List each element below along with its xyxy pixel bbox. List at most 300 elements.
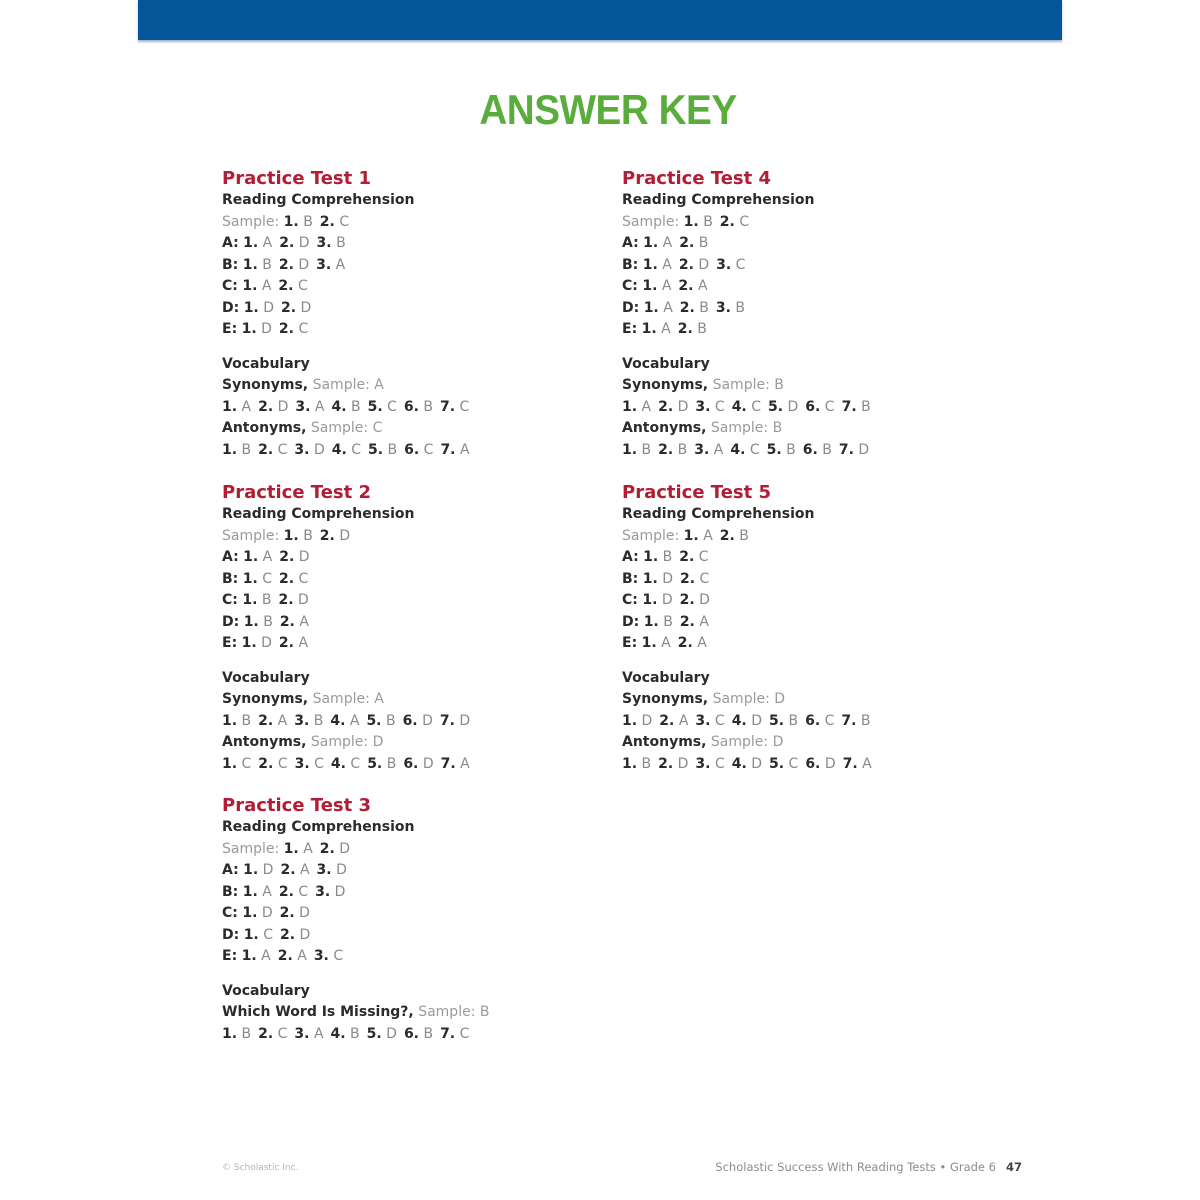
part-label: D: — [222, 926, 240, 943]
vocabulary-label: Vocabulary — [222, 355, 310, 372]
answer-number: 1. — [243, 549, 259, 565]
answer-number: 3. — [695, 755, 711, 772]
answer-number: 2. — [278, 635, 294, 651]
answer-letter: A — [661, 278, 672, 294]
answer-letter: A — [713, 441, 724, 458]
answer-number: 2. — [678, 256, 694, 273]
page-title: ANSWER KEY — [479, 86, 737, 133]
part-row — [222, 946, 489, 968]
answer-letter: B — [423, 1025, 434, 1042]
vocab-sample: Sample: D — [712, 691, 786, 707]
answer-letter: B — [350, 1025, 360, 1042]
answer-letter: B — [662, 549, 673, 565]
part-label: A: — [622, 549, 639, 565]
vocab-group-name: Which Word Is Missing?, — [222, 1004, 414, 1020]
answer-number: 3. — [316, 862, 332, 878]
answer-letter: D — [299, 905, 310, 921]
answer-letter: C — [297, 278, 308, 294]
part-label: C: — [622, 592, 638, 608]
answer-number: 1. — [242, 570, 258, 587]
answer-number: 5. — [367, 755, 383, 772]
answer-letter: A — [241, 398, 252, 415]
test-section — [222, 168, 477, 461]
vocab-group-name: Synonyms, — [622, 377, 709, 393]
part-label: C: — [222, 592, 238, 608]
part-label: D: — [222, 613, 240, 630]
answer-letter: D — [824, 755, 836, 772]
vocab-answers — [622, 754, 879, 776]
answer-number: 2. — [679, 613, 695, 630]
answer-number: 1. — [683, 213, 699, 230]
answer-number: 7. — [841, 398, 857, 415]
answer-number: 1. — [642, 570, 658, 587]
part-label: E: — [622, 321, 638, 337]
answer-number: 4. — [330, 755, 346, 772]
answer-number: 2. — [319, 527, 335, 544]
answer-number: 1. — [242, 256, 258, 273]
part-row — [222, 925, 489, 947]
part-row — [222, 903, 489, 925]
answer-number: 5. — [767, 398, 784, 415]
answer-number: 3. — [715, 299, 731, 316]
answer-number: 4. — [330, 712, 346, 729]
answer-number: 7. — [439, 712, 455, 729]
answer-number: 2. — [658, 441, 674, 458]
answer-number: 7. — [838, 441, 854, 458]
vocab-answers — [622, 440, 878, 462]
answer-letter: A — [261, 278, 272, 294]
part-row — [222, 590, 477, 612]
vocab-answers — [622, 711, 879, 733]
answer-number: 1. — [283, 213, 299, 230]
reading-label: Reading Comprehension — [222, 506, 415, 522]
part-row — [222, 569, 477, 591]
answer-number: 5. — [366, 1025, 382, 1042]
answer-number: 2. — [278, 883, 294, 900]
vocab-group-name: Synonyms, — [622, 691, 709, 707]
part-label: D: — [622, 613, 640, 630]
answer-number: 3. — [695, 712, 711, 729]
answer-letter: B — [336, 235, 346, 251]
vocab-sample: Sample: A — [312, 377, 384, 393]
answer-letter: A — [459, 441, 470, 458]
answer-letter: D — [751, 755, 763, 772]
vocab-group-heading — [222, 689, 477, 711]
answer-letter: D — [299, 926, 311, 943]
part-row — [622, 233, 878, 255]
answer-number: 5. — [768, 712, 785, 729]
answer-number: 2. — [277, 948, 293, 964]
vocab-sample: Sample: B — [418, 1004, 490, 1020]
part-label: D: — [622, 299, 640, 316]
answer-letter: C — [351, 441, 362, 458]
answer-number: 2. — [719, 527, 735, 544]
part-label: A: — [622, 235, 639, 251]
sample-label: Sample: — [622, 213, 680, 230]
sample-label: Sample: — [222, 527, 280, 544]
answer-number: 2. — [658, 755, 674, 772]
answer-letter: D — [698, 256, 710, 273]
test-heading: Practice Test 3 — [222, 795, 372, 816]
part-label: E: — [222, 321, 238, 337]
answer-letter: D — [261, 905, 273, 921]
answer-letter: B — [786, 441, 796, 458]
answer-letter: B — [699, 299, 709, 316]
answer-letter: A — [313, 1025, 324, 1042]
vocab-sample: Sample: B — [710, 420, 783, 436]
vocab-group-heading — [622, 732, 879, 754]
vocab-answers — [222, 1024, 489, 1046]
answer-number: 4. — [731, 755, 747, 772]
answer-number: 7. — [440, 441, 456, 458]
vocab-group-name: Synonyms, — [222, 691, 309, 707]
answer-number: 3. — [316, 256, 332, 273]
answer-number: 1. — [642, 256, 658, 273]
part-label: B: — [222, 256, 239, 273]
answer-letter: B — [262, 256, 272, 273]
answer-number: 2. — [279, 549, 295, 565]
part-row — [222, 612, 477, 634]
answer-number: 1. — [242, 905, 258, 921]
sample-line — [622, 526, 879, 548]
answer-letter: C — [714, 712, 725, 729]
answer-number: 1. — [643, 549, 659, 565]
answer-number: 2. — [279, 613, 295, 630]
answer-letter: D — [677, 398, 689, 415]
answer-letter: B — [351, 398, 361, 415]
reading-label: Reading Comprehension — [222, 819, 415, 835]
answer-letter: D — [662, 570, 674, 587]
sample-line — [222, 839, 489, 861]
answer-letter: D — [298, 549, 310, 565]
answer-letter: C — [751, 398, 761, 415]
answer-number: 7. — [440, 755, 456, 772]
part-row — [622, 276, 878, 298]
part-row — [622, 298, 878, 320]
answer-letter: B — [861, 398, 871, 415]
answer-letter: A — [298, 635, 309, 651]
answer-letter: D — [298, 235, 310, 251]
answer-letter: C — [277, 441, 288, 458]
copyright: © Scholastic Inc. — [222, 1163, 299, 1173]
answer-letter: C — [459, 1025, 470, 1042]
answer-number: 2. — [278, 256, 294, 273]
answer-letter: B — [423, 398, 434, 415]
answer-number: 1. — [241, 948, 257, 964]
answer-number: 6. — [403, 755, 419, 772]
part-row — [622, 255, 878, 277]
answer-number: 2. — [659, 712, 675, 729]
answer-letter: A — [662, 235, 673, 251]
test-section — [222, 482, 477, 775]
answer-number: 2. — [680, 570, 696, 587]
answer-letter: C — [788, 755, 799, 772]
answer-number: 7. — [440, 398, 456, 415]
answer-letter: A — [661, 321, 671, 337]
answer-letter: A — [697, 278, 708, 294]
answer-letter: B — [697, 321, 707, 337]
answer-number: 1. — [643, 613, 659, 630]
answer-number: 2. — [658, 398, 674, 415]
answer-letter: C — [714, 398, 725, 415]
answer-letter: A — [697, 635, 707, 651]
answer-letter: B — [385, 712, 396, 729]
vocabulary-label: Vocabulary — [222, 982, 310, 999]
sample-label: Sample: — [222, 213, 280, 230]
answer-letter: D — [641, 712, 653, 729]
answer-number: 7. — [842, 755, 858, 772]
answer-number: 5. — [766, 441, 782, 458]
part-label: B: — [622, 570, 639, 587]
test-section — [622, 482, 879, 775]
answer-letter: A — [460, 755, 470, 772]
answer-number: 4. — [331, 398, 347, 415]
answer-number: 1. — [283, 840, 299, 857]
answer-number: 2. — [279, 905, 295, 921]
test-section — [222, 795, 489, 1045]
answer-letter: C — [698, 549, 709, 565]
answer-letter: D — [661, 592, 673, 608]
part-row — [622, 319, 878, 341]
test-section — [622, 168, 878, 461]
answer-number: 2. — [679, 235, 695, 251]
answer-number: 3. — [294, 441, 310, 458]
page-number: 47 — [1005, 1160, 1022, 1174]
vocab-answers — [222, 440, 477, 462]
answer-letter: C — [739, 213, 750, 230]
answer-number: 4. — [330, 1025, 346, 1042]
answer-letter: A — [349, 712, 360, 729]
answer-number: 4. — [331, 441, 347, 458]
part-row — [222, 633, 477, 655]
part-row — [222, 882, 489, 904]
answer-number: 2. — [677, 321, 693, 337]
part-row — [222, 298, 477, 320]
answer-number: 1. — [222, 398, 238, 415]
answer-number: 1. — [641, 321, 657, 337]
reading-label: Reading Comprehension — [622, 192, 815, 208]
answer-number: 1. — [222, 441, 238, 458]
vocab-group-name: Antonyms, — [622, 734, 707, 750]
book-title: Scholastic Success With Reading Tests • Grade 6 — [715, 1160, 996, 1174]
vocab-group-name: Antonyms, — [222, 420, 307, 436]
answer-letter: A — [862, 755, 872, 772]
answer-number: 3. — [716, 256, 732, 273]
answer-letter: B — [703, 213, 713, 230]
test-heading: Practice Test 4 — [622, 168, 772, 189]
answer-letter: D — [339, 527, 351, 544]
answer-letter: B — [698, 235, 709, 251]
answer-letter: D — [297, 592, 309, 608]
answer-letter: D — [313, 441, 325, 458]
answer-letter: A — [335, 256, 346, 273]
answer-letter: C — [459, 398, 470, 415]
answer-letter: C — [387, 398, 397, 415]
vocab-group-heading — [622, 418, 878, 440]
vocab-sample: Sample: B — [712, 377, 784, 393]
part-row — [222, 276, 477, 298]
vocab-group-heading — [222, 1002, 489, 1024]
answer-number: 5. — [367, 398, 383, 415]
answer-number: 3. — [294, 712, 310, 729]
answer-letter: A — [703, 527, 713, 544]
answer-letter: A — [299, 862, 310, 878]
answer-letter: A — [299, 613, 309, 630]
answer-letter: B — [303, 527, 313, 544]
part-label: E: — [222, 635, 238, 651]
vocab-group-heading — [222, 732, 477, 754]
header-bar — [138, 0, 1062, 40]
vocab-group-heading — [622, 375, 878, 397]
answer-letter: A — [277, 712, 288, 729]
vocabulary-label: Vocabulary — [622, 669, 710, 686]
reading-label: Reading Comprehension — [222, 192, 415, 208]
sample-line — [222, 526, 477, 548]
part-row — [222, 860, 489, 882]
answer-number: 2. — [278, 592, 294, 608]
answer-number: 2. — [258, 1025, 274, 1042]
answer-letter: D — [263, 299, 274, 316]
answer-letter: C — [298, 570, 309, 587]
answer-number: 3. — [294, 1025, 310, 1042]
vocabulary-label: Vocabulary — [222, 669, 310, 686]
answer-number: 5. — [769, 755, 785, 772]
answer-number: 1. — [642, 592, 658, 608]
sample-line — [222, 212, 477, 234]
part-row — [622, 569, 879, 591]
answer-number: 3. — [694, 441, 710, 458]
answer-number: 3. — [315, 883, 331, 900]
answer-number: 1. — [642, 278, 658, 294]
answer-letter: A — [262, 235, 273, 251]
answer-letter: B — [788, 712, 799, 729]
part-label: B: — [222, 570, 239, 587]
answer-number: 1. — [241, 321, 257, 337]
vocab-group-name: Antonyms, — [622, 420, 707, 436]
answer-letter: B — [822, 441, 832, 458]
part-label: D: — [222, 299, 240, 316]
answer-number: 1. — [242, 883, 258, 900]
answer-letter: A — [262, 549, 273, 565]
answer-number: 4. — [731, 398, 747, 415]
answer-letter: D — [858, 441, 870, 458]
answer-letter: D — [262, 862, 274, 878]
answer-letter: C — [824, 398, 835, 415]
answer-number: 2. — [719, 213, 735, 230]
answer-number: 1. — [622, 712, 638, 729]
vocab-answers — [222, 397, 477, 419]
part-label: C: — [222, 278, 238, 294]
answer-letter: C — [298, 883, 309, 900]
answer-number: 2. — [278, 321, 294, 337]
answer-letter: C — [350, 755, 361, 772]
answer-letter: B — [860, 712, 871, 729]
answer-number: 2. — [258, 398, 274, 415]
answer-number: 3. — [316, 235, 332, 251]
vocab-group-name: Antonyms, — [222, 734, 307, 750]
answer-number: 6. — [805, 712, 821, 729]
answer-number: 2. — [679, 299, 695, 316]
answer-letter: D — [699, 592, 710, 608]
answer-number: 1. — [683, 527, 699, 544]
answer-number: 1. — [643, 299, 659, 316]
answer-letter: D — [336, 862, 347, 878]
answer-letter: A — [262, 883, 272, 900]
vocabulary-label: Vocabulary — [622, 355, 710, 372]
answer-number: 2. — [279, 235, 295, 251]
answer-letter: A — [678, 712, 689, 729]
answer-letter: B — [313, 712, 324, 729]
answer-letter: C — [277, 1025, 288, 1042]
answer-number: 2. — [280, 862, 296, 878]
answer-number: 1. — [283, 527, 299, 544]
answer-number: 7. — [440, 1025, 456, 1042]
part-label: A: — [222, 862, 239, 878]
answer-number: 1. — [242, 592, 258, 608]
answer-letter: C — [298, 321, 309, 337]
spacer — [222, 655, 477, 668]
answer-letter: B — [241, 441, 252, 458]
answer-number: 2. — [319, 213, 335, 230]
answer-letter: D — [422, 755, 434, 772]
answer-letter: D — [298, 256, 310, 273]
part-row — [222, 233, 477, 255]
spacer — [622, 341, 878, 354]
vocab-sample: Sample: D — [310, 734, 384, 750]
answer-letter: D — [277, 398, 289, 415]
answer-letter: A — [661, 635, 671, 651]
answer-letter: B — [739, 527, 749, 544]
answer-letter: D — [751, 712, 762, 729]
answer-letter: D — [459, 712, 471, 729]
answer-number: 5. — [368, 441, 384, 458]
answer-letter: C — [262, 570, 273, 587]
reading-label: Reading Comprehension — [622, 506, 815, 522]
sample-label: Sample: — [222, 840, 280, 857]
part-row — [622, 633, 879, 655]
answer-letter: C — [241, 755, 252, 772]
part-label: A: — [222, 549, 239, 565]
vocab-answers — [222, 754, 477, 776]
answer-number: 3. — [313, 948, 329, 964]
answer-number: 1. — [243, 235, 259, 251]
answer-number: 2. — [679, 592, 695, 608]
answer-number: 2. — [258, 712, 274, 729]
answer-letter: B — [677, 441, 688, 458]
answer-letter: D — [334, 883, 346, 900]
part-row — [622, 547, 879, 569]
answer-letter: D — [339, 840, 351, 857]
answer-letter: C — [749, 441, 760, 458]
answer-letter: C — [277, 755, 288, 772]
answer-letter: A — [297, 948, 307, 964]
vocab-answers — [222, 711, 477, 733]
answer-number: 1. — [243, 299, 259, 316]
answer-letter: C — [333, 948, 344, 964]
answer-letter: A — [663, 299, 673, 316]
answer-number: 6. — [403, 1025, 419, 1042]
answer-number: 1. — [622, 398, 638, 415]
answer-number: 1. — [243, 613, 259, 630]
answer-letter: C — [735, 256, 746, 273]
answer-number: 2. — [319, 840, 335, 857]
answer-letter: A — [303, 840, 313, 857]
answer-number: 5. — [366, 712, 382, 729]
answer-letter: A — [641, 398, 652, 415]
answer-number: 4. — [731, 712, 747, 729]
spacer — [222, 968, 489, 981]
answer-number: 2. — [258, 441, 274, 458]
